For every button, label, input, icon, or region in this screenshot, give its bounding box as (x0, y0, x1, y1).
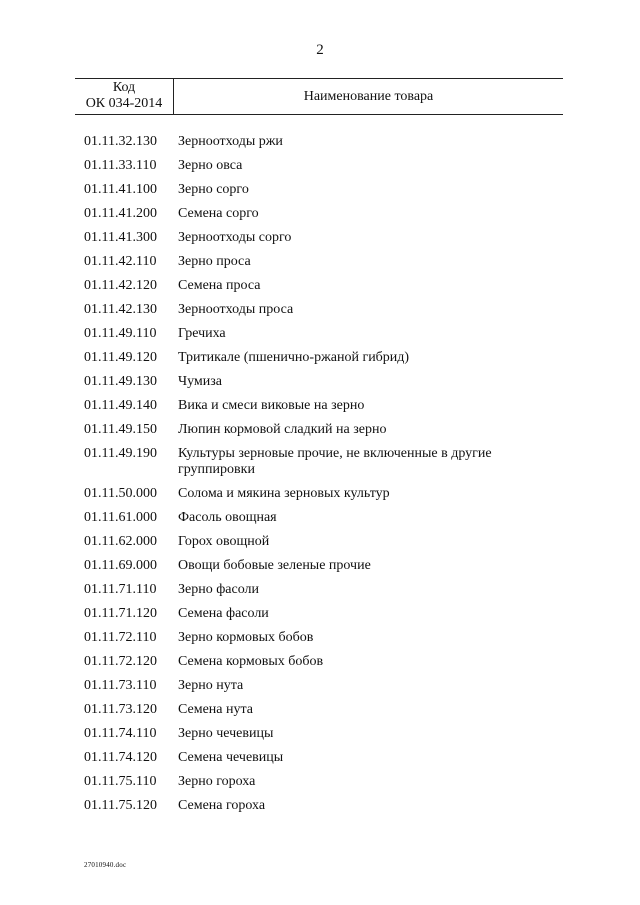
product-name: Овощи бобовые зеленые прочие (178, 558, 371, 573)
product-code: 01.11.73.120 (84, 702, 157, 717)
product-code: 01.11.73.110 (84, 678, 157, 693)
table-row (84, 794, 554, 818)
table-row (84, 650, 554, 674)
product-code: 01.11.42.130 (84, 302, 157, 317)
product-code: 01.11.41.200 (84, 206, 157, 221)
product-code: 01.11.74.110 (84, 726, 157, 741)
product-name: Зерно чечевицы (178, 726, 274, 741)
table-row (84, 322, 554, 346)
table-row (84, 722, 554, 746)
product-code: 01.11.72.110 (84, 630, 157, 645)
table-row (84, 442, 554, 482)
product-code: 01.11.74.120 (84, 750, 157, 765)
product-code: 01.11.69.000 (84, 558, 157, 573)
table-row (84, 506, 554, 530)
table-row (84, 226, 554, 250)
product-code: 01.11.41.100 (84, 182, 157, 197)
product-name: Семена гороха (178, 798, 266, 813)
table-row (84, 178, 554, 202)
product-code: 01.11.49.190 (84, 446, 157, 461)
product-code: 01.11.42.110 (84, 254, 157, 269)
table-row (84, 274, 554, 298)
product-code: 01.11.49.140 (84, 398, 157, 413)
product-code: 01.11.33.110 (84, 158, 157, 173)
header-code-column (75, 79, 174, 115)
header-code-standard: ОК 034-2014 (85, 96, 163, 111)
product-name: Вика и смеси виковые на зерно (178, 398, 365, 413)
product-code: 01.11.62.000 (84, 534, 157, 549)
product-name: Зерноотходы ржи (178, 134, 283, 149)
product-name: Семена фасоли (178, 606, 269, 621)
table-row (84, 250, 554, 274)
product-name: Зерно нута (178, 678, 244, 693)
table-header (75, 78, 563, 115)
page-number: 2 (316, 42, 324, 58)
table-row (84, 130, 554, 154)
product-name: Люпин кормовой сладкий на зерно (178, 422, 387, 437)
product-code: 01.11.49.120 (84, 350, 157, 365)
table-row (84, 554, 554, 578)
product-code: 01.11.49.150 (84, 422, 157, 437)
product-name: Горох овощной (178, 534, 270, 549)
product-code: 01.11.61.000 (84, 510, 157, 525)
table-row (84, 746, 554, 770)
table-row (84, 698, 554, 722)
product-code: 01.11.71.110 (84, 582, 157, 597)
product-code: 01.11.49.130 (84, 374, 157, 389)
footer-filename: 27010940.doc (84, 861, 127, 869)
table-row (84, 202, 554, 226)
product-name: Семена проса (178, 278, 261, 293)
table-row (84, 626, 554, 650)
table-row (84, 370, 554, 394)
product-code: 01.11.75.120 (84, 798, 157, 813)
product-name: Зерноотходы сорго (178, 230, 292, 245)
table-row (84, 770, 554, 794)
header-code-label: Код (112, 80, 136, 95)
product-name: Зерноотходы проса (178, 302, 294, 317)
product-name: Гречиха (178, 326, 226, 341)
table-row (84, 394, 554, 418)
product-name: Семена чечевицы (178, 750, 284, 765)
table-row (84, 482, 554, 506)
header-name-column: Наименование товара (303, 89, 434, 104)
product-name: Семена нута (178, 702, 253, 717)
product-name: Чумиза (178, 374, 223, 389)
product-code: 01.11.49.110 (84, 326, 157, 341)
product-name: Зерно проса (178, 254, 251, 269)
product-name: Зерно овса (178, 158, 243, 173)
product-list (84, 130, 554, 818)
product-code: 01.11.75.110 (84, 774, 157, 789)
table-row (84, 530, 554, 554)
table-row (84, 418, 554, 442)
product-code: 01.11.71.120 (84, 606, 157, 621)
product-code: 01.11.42.120 (84, 278, 157, 293)
product-code: 01.11.41.300 (84, 230, 157, 245)
table-row (84, 298, 554, 322)
product-code: 01.11.50.000 (84, 486, 157, 501)
product-name: Семена сорго (178, 206, 259, 221)
product-name: Зерно сорго (178, 182, 249, 197)
table-row (84, 602, 554, 626)
table-row (84, 154, 554, 178)
product-name: Фасоль овощная (178, 510, 277, 525)
table-row (84, 578, 554, 602)
product-name: Зерно фасоли (178, 582, 260, 597)
product-name: Культуры зерновые прочие, не включенные в другие группировки (178, 446, 492, 477)
product-code: 01.11.32.130 (84, 134, 157, 149)
product-name: Семена кормовых бобов (178, 654, 324, 669)
table-row (84, 674, 554, 698)
table-row (84, 346, 554, 370)
product-code: 01.11.72.120 (84, 654, 157, 669)
product-name: Зерно гороха (178, 774, 256, 789)
product-name: Зерно кормовых бобов (178, 630, 314, 645)
product-name: Тритикале (пшенично-ржаной гибрид) (178, 350, 410, 365)
product-name: Солома и мякина зерновых культур (178, 486, 390, 501)
